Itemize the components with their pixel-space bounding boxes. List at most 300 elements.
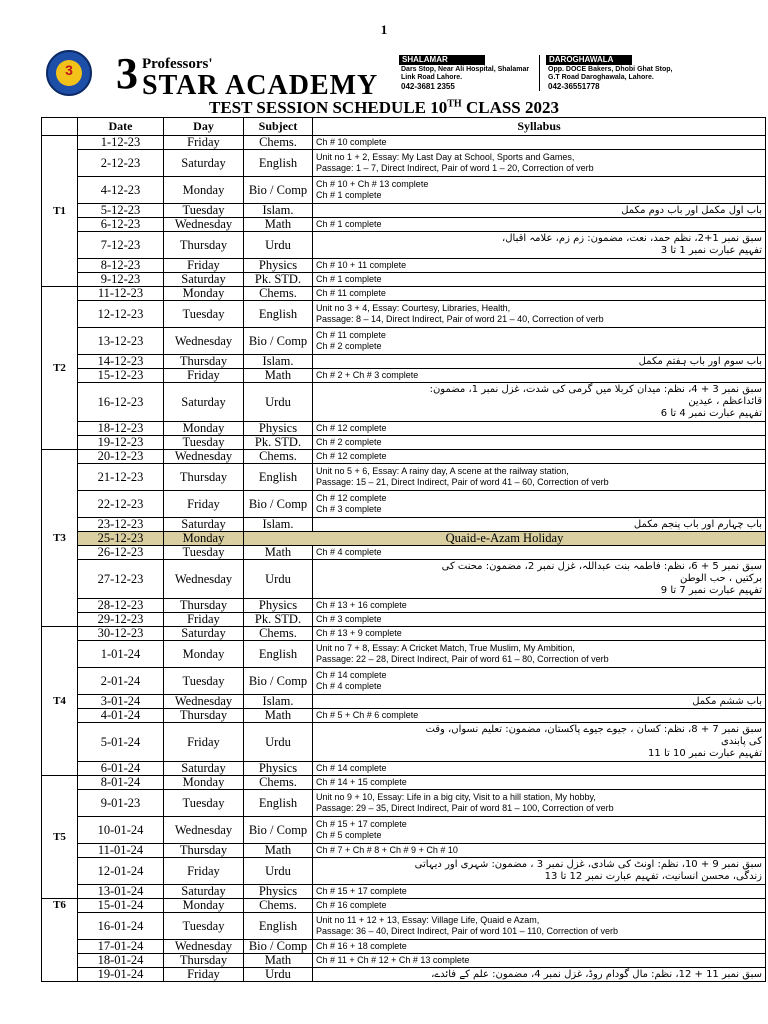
cell-day: Friday (164, 968, 244, 982)
table-row (42, 422, 766, 436)
cell-subject: Islam. (244, 695, 313, 709)
cell-subject: Bio / Comp (244, 668, 313, 695)
cell-syllabus (313, 790, 766, 817)
syllabus-line: Ch # 2 complete (316, 341, 382, 351)
syllabus-line: Unit no 9 + 10, Essay: Life in a big city, Visit to a hill station, My hobby, (316, 792, 596, 802)
cell-subject: Islam. (244, 355, 313, 369)
cell-syllabus (313, 668, 766, 695)
cell-day: Wednesday (164, 218, 244, 232)
cell-day: Saturday (164, 273, 244, 287)
cell-subject: Urdu (244, 723, 313, 762)
cell-subject: English (244, 301, 313, 328)
table-row (42, 259, 766, 273)
cell-syllabus (313, 328, 766, 355)
cell-syllabus (313, 560, 766, 599)
cell-date: 18-01-24 (78, 954, 164, 968)
cell-subject: Physics (244, 885, 313, 899)
header-day: Day (164, 118, 244, 136)
cell-day: Tuesday (164, 436, 244, 450)
cell-subject: Physics (244, 259, 313, 273)
cell-day: Saturday (164, 627, 244, 641)
syllabus-line: Ch # 3 complete (316, 614, 382, 624)
table-row (42, 518, 766, 532)
cell-day: Monday (164, 641, 244, 668)
cell-day: Saturday (164, 383, 244, 422)
table-row (42, 273, 766, 287)
cell-day: Wednesday (164, 817, 244, 844)
cell-day: Wednesday (164, 560, 244, 599)
table-row (42, 790, 766, 817)
cell-subject: Chems. (244, 136, 313, 150)
cell-day: Tuesday (164, 301, 244, 328)
cell-subject: Urdu (244, 858, 313, 885)
syllabus-line: Ch # 7 + Ch # 8 + Ch # 9 + Ch # 10 (316, 845, 458, 855)
syllabus-line: Ch # 11 + Ch # 12 + Ch # 13 complete (316, 955, 470, 965)
cell-subject: Bio / Comp (244, 177, 313, 204)
cell-date: 6-12-23 (78, 218, 164, 232)
cell-day: Thursday (164, 599, 244, 613)
table-row (42, 301, 766, 328)
cell-date: 17-01-24 (78, 940, 164, 954)
cell-syllabus (313, 599, 766, 613)
cell-day: Friday (164, 858, 244, 885)
cell-date: 21-12-23 (78, 464, 164, 491)
logo-label: 3 (65, 62, 73, 78)
cell-day: Wednesday (164, 940, 244, 954)
table-row (42, 613, 766, 627)
cell-date: 28-12-23 (78, 599, 164, 613)
syllabus-line: Unit no 1 + 2, Essay: My Last Day at School, Sports and Games, (316, 152, 575, 162)
syllabus-line: سبق نمبر 7 + 8، نظم: کسان ، جیوے جیوے پاکستان، مضمون: تعلیم نسواں، وقت (425, 724, 762, 735)
branch-address: Dars Stop, Near Ali Hospital, Shalamar Link Road Lahore. (401, 66, 530, 81)
cell-day: Friday (164, 259, 244, 273)
title-suffix: CLASS 2023 (461, 98, 560, 117)
cell-date: 15-12-23 (78, 369, 164, 383)
cell-date: 6-01-24 (78, 762, 164, 776)
cell-date: 3-01-24 (78, 695, 164, 709)
table-row (42, 204, 766, 218)
table-row (42, 913, 766, 940)
cell-date: 18-12-23 (78, 422, 164, 436)
cell-syllabus (313, 695, 766, 709)
cell-date: 8-01-24 (78, 776, 164, 790)
table-row (42, 177, 766, 204)
syllabus-line: Passage: 15 – 21, Direct Indirect, Pair of word 41 – 60, Correction of verb (316, 477, 609, 487)
cell-day: Thursday (164, 844, 244, 858)
cell-date: 30-12-23 (78, 627, 164, 641)
cell-day: Wednesday (164, 450, 244, 464)
syllabus-line: برکتیں ، حب الوطن (679, 573, 762, 584)
cell-day: Tuesday (164, 668, 244, 695)
cell-day: Monday (164, 776, 244, 790)
cell-syllabus (313, 369, 766, 383)
table-row (42, 369, 766, 383)
cell-syllabus (313, 355, 766, 369)
cell-syllabus (313, 940, 766, 954)
syllabus-line: Ch # 15 + 17 complete (316, 886, 407, 896)
branch-shalamar (399, 55, 540, 91)
table-row (42, 150, 766, 177)
cell-subject: Bio / Comp (244, 940, 313, 954)
cell-syllabus (313, 218, 766, 232)
cell-subject: Chems. (244, 776, 313, 790)
cell-syllabus (313, 709, 766, 723)
table-row (42, 899, 766, 913)
branch-phone: 042-3681 2355 (401, 82, 455, 91)
syllabus-line: زندگی، محسن انسانیت، تفہیم عبارت نمبر 12 تا 13 (544, 871, 762, 882)
cell-date: 13-12-23 (78, 328, 164, 355)
syllabus-line: Ch # 13 + 9 complete (316, 628, 402, 638)
cell-syllabus (313, 913, 766, 940)
table-row (42, 668, 766, 695)
cell-subject: Math (244, 546, 313, 560)
header-date: Date (78, 118, 164, 136)
syllabus-line: تفہیم عبارت نمبر 4 تا 6 (660, 408, 762, 419)
syllabus-line: Passage: 1 – 7, Direct Indirect, Pair of word 1 – 20, Correction of verb (316, 163, 594, 173)
cell-syllabus (313, 464, 766, 491)
cell-day: Thursday (164, 232, 244, 259)
cell-syllabus (313, 844, 766, 858)
syllabus-line: Ch # 2 + Ch # 3 complete (316, 370, 419, 380)
cell-syllabus (313, 383, 766, 422)
title-main: TEST SESSION SCHEDULE 10 (208, 98, 448, 117)
cell-syllabus (313, 491, 766, 518)
cell-subject: English (244, 913, 313, 940)
cell-syllabus (313, 150, 766, 177)
cell-date: 19-12-23 (78, 436, 164, 450)
table-row (42, 383, 766, 422)
syllabus-line: Ch # 10 complete (316, 137, 387, 147)
syllabus-line: Ch # 3 complete (316, 504, 382, 514)
syllabus-line: Ch # 14 complete (316, 670, 387, 680)
brand-top-text: Professors' (142, 56, 213, 72)
term-label: T5 (42, 776, 78, 899)
cell-subject: Physics (244, 422, 313, 436)
brand-name: STAR ACADEMY (142, 70, 379, 101)
cell-date: 20-12-23 (78, 450, 164, 464)
table-row (42, 560, 766, 599)
cell-date: 8-12-23 (78, 259, 164, 273)
cell-syllabus (313, 518, 766, 532)
branch-address: Opp. DOCE Bakers, Dhobi Ghat Stop, G.T Road Daroghawala, Lahore. (548, 66, 673, 81)
title-superscript: TH (447, 98, 462, 110)
cell-subject: Urdu (244, 383, 313, 422)
syllabus-line: کی پابندی (721, 736, 762, 747)
cell-syllabus (313, 232, 766, 259)
cell-subject: Chems. (244, 287, 313, 301)
syllabus-line: Ch # 11 complete (316, 330, 386, 340)
syllabus-line: باب چہارم اور باب پنجم مکمل (633, 518, 762, 530)
cell-subject: Chems. (244, 450, 313, 464)
table-row (42, 627, 766, 641)
cell-date: 12-01-24 (78, 858, 164, 885)
cell-date: 23-12-23 (78, 518, 164, 532)
cell-day: Monday (164, 177, 244, 204)
cell-syllabus (313, 450, 766, 464)
cell-date: 9-12-23 (78, 273, 164, 287)
table-row (42, 546, 766, 560)
table-row (42, 464, 766, 491)
syllabus-line: باب اول مکمل اور باب دوم مکمل (621, 204, 762, 216)
cell-subject: English (244, 790, 313, 817)
syllabus-line: Passage: 36 – 40, Direct Indirect, Pair of word 101 – 110, Correction of verb (316, 926, 618, 936)
cell-syllabus (313, 273, 766, 287)
syllabus-line: Passage: 29 – 35, Direct Indirect, Pair of word 81 – 100, Correction of verb (316, 803, 614, 813)
cell-date: 16-12-23 (78, 383, 164, 422)
syllabus-line: Ch # 4 complete (316, 681, 382, 691)
syllabus-line: سبق نمبر 9 + 10، نظم: اونٹ کی شادی، غزل نمبر 3 ، مضمون: شہری اور دیہاتی (414, 859, 762, 870)
table-row (42, 450, 766, 464)
cell-syllabus (313, 817, 766, 844)
table-row (42, 328, 766, 355)
academy-logo (46, 50, 92, 96)
cell-subject: English (244, 641, 313, 668)
syllabus-line: Ch # 14 complete (316, 763, 387, 773)
cell-syllabus (313, 641, 766, 668)
table-row (42, 599, 766, 613)
table-row (42, 940, 766, 954)
cell-date: 15-01-24 (78, 899, 164, 913)
cell-syllabus (313, 301, 766, 328)
cell-syllabus (313, 899, 766, 913)
syllabus-line: Unit no 5 + 6, Essay: A rainy day, A scene at the railway station, (316, 466, 569, 476)
syllabus-line: سبق نمبر 3 + 4، نظم: میدان کربلا میں گرمی کی شدت، غزل نمبر 1، مضمون: (429, 384, 762, 395)
cell-date: 12-12-23 (78, 301, 164, 328)
cell-date: 2-01-24 (78, 668, 164, 695)
cell-day: Wednesday (164, 695, 244, 709)
cell-syllabus (313, 287, 766, 301)
cell-date: 19-01-24 (78, 968, 164, 982)
brand-numeral: 3 (116, 49, 138, 98)
cell-holiday: Quaid-e-Azam Holiday (244, 532, 766, 546)
cell-subject: Bio / Comp (244, 491, 313, 518)
syllabus-line: باب ششم مکمل (692, 695, 762, 707)
cell-date: 16-01-24 (78, 913, 164, 940)
syllabus-line: Ch # 5 + Ch # 6 complete (316, 710, 419, 720)
cell-subject: Math (244, 218, 313, 232)
table-row (42, 232, 766, 259)
syllabus-line: Ch # 16 + 18 complete (316, 941, 407, 951)
header-subject: Subject (244, 118, 313, 136)
syllabus-line: Ch # 10 + 11 complete (316, 260, 407, 270)
table-row (42, 641, 766, 668)
cell-date: 4-01-24 (78, 709, 164, 723)
cell-date: 11-12-23 (78, 287, 164, 301)
cell-date: 2-12-23 (78, 150, 164, 177)
table-row (42, 355, 766, 369)
cell-day: Saturday (164, 762, 244, 776)
table-header-row (42, 118, 766, 136)
syllabus-line: Passage: 22 – 28, Direct Indirect, Pair of word 61 – 80, Correction of verb (316, 654, 609, 664)
cell-syllabus (313, 613, 766, 627)
syllabus-line: Ch # 16 complete (316, 900, 387, 910)
syllabus-line: Unit no 7 + 8, Essay: A Cricket Match, True Muslim, My Ambition, (316, 643, 575, 653)
table-row (42, 817, 766, 844)
header-term (42, 118, 78, 136)
cell-syllabus (313, 436, 766, 450)
syllabus-line: باب سوم اور باب ہفتم مکمل (638, 355, 762, 367)
cell-day: Thursday (164, 709, 244, 723)
syllabus-line: Ch # 5 complete (316, 830, 382, 840)
table-row (42, 218, 766, 232)
syllabus-line: سبق نمبر 1+2، نظم حمد، نعت، مضمون: زم زم، علامہ اقبال، (502, 233, 762, 244)
cell-day: Friday (164, 136, 244, 150)
cell-subject: Urdu (244, 560, 313, 599)
syllabus-line: Ch # 12 complete (316, 451, 387, 461)
syllabus-line: Ch # 4 complete (316, 547, 382, 557)
schedule-title (0, 98, 768, 118)
schedule-table (41, 117, 766, 982)
cell-subject: Pk. STD. (244, 273, 313, 287)
header-syllabus: Syllabus (313, 118, 766, 136)
cell-subject: Pk. STD. (244, 613, 313, 627)
syllabus-line: Ch # 1 complete (316, 219, 382, 229)
syllabus-line: Ch # 11 complete (316, 288, 386, 298)
syllabus-line: تفہیم عبارت نمبر 10 تا 11 (648, 748, 762, 759)
cell-syllabus (313, 776, 766, 790)
cell-date: 10-01-24 (78, 817, 164, 844)
cell-syllabus (313, 723, 766, 762)
cell-day: Tuesday (164, 790, 244, 817)
syllabus-line: Ch # 14 + 15 complete (316, 777, 407, 787)
table-row (42, 436, 766, 450)
table-row (42, 954, 766, 968)
cell-date: 14-12-23 (78, 355, 164, 369)
cell-date: 13-01-24 (78, 885, 164, 899)
table-row (42, 885, 766, 899)
table-row (42, 776, 766, 790)
syllabus-line: قائداعظم ، عیدین (688, 396, 762, 407)
syllabus-line: Ch # 2 complete (316, 437, 382, 447)
term-label: T3 (42, 450, 78, 627)
cell-date: 27-12-23 (78, 560, 164, 599)
cell-subject: English (244, 464, 313, 491)
cell-day: Saturday (164, 885, 244, 899)
holiday-row (42, 532, 766, 546)
cell-date: 11-01-24 (78, 844, 164, 858)
cell-day: Monday (164, 422, 244, 436)
cell-syllabus (313, 762, 766, 776)
cell-date: 4-12-23 (78, 177, 164, 204)
cell-subject: Bio / Comp (244, 328, 313, 355)
cell-subject: Bio / Comp (244, 817, 313, 844)
cell-subject: Physics (244, 762, 313, 776)
cell-syllabus (313, 885, 766, 899)
syllabus-line: Ch # 1 complete (316, 274, 382, 284)
syllabus-line: Ch # 1 complete (316, 190, 382, 200)
cell-day: Friday (164, 723, 244, 762)
cell-day: Tuesday (164, 913, 244, 940)
term-label: T6 (42, 899, 78, 982)
cell-subject: Islam. (244, 204, 313, 218)
table-row (42, 723, 766, 762)
table-row (42, 709, 766, 723)
cell-subject: Urdu (244, 968, 313, 982)
cell-day: Tuesday (164, 204, 244, 218)
cell-day: Thursday (164, 355, 244, 369)
table-row (42, 968, 766, 982)
syllabus-line: Ch # 12 complete (316, 493, 387, 503)
cell-syllabus (313, 546, 766, 560)
term-label: T1 (42, 136, 78, 287)
branch-daroghawala (546, 55, 686, 91)
cell-day: Thursday (164, 464, 244, 491)
cell-date: 26-12-23 (78, 546, 164, 560)
cell-subject: Math (244, 954, 313, 968)
cell-date: 9-01-23 (78, 790, 164, 817)
cell-date: 29-12-23 (78, 613, 164, 627)
cell-day: Saturday (164, 518, 244, 532)
syllabus-line: Unit no 3 + 4, Essay: Courtesy, Libraries, Health, (316, 303, 511, 313)
cell-subject: Pk. STD. (244, 436, 313, 450)
syllabus-line: Ch # 12 complete (316, 423, 387, 433)
cell-syllabus (313, 136, 766, 150)
table-row (42, 762, 766, 776)
syllabus-line: سبق نمبر 5 + 6، نظم: فاطمہ بنت عبداللہ، غزل نمبر 2، مضمون: محنت کی (441, 561, 762, 572)
cell-date: 22-12-23 (78, 491, 164, 518)
branch-name: SHALAMAR (399, 55, 485, 65)
cell-subject: Math (244, 369, 313, 383)
cell-syllabus (313, 858, 766, 885)
cell-syllabus (313, 968, 766, 982)
cell-day: Wednesday (164, 328, 244, 355)
term-label: T2 (42, 287, 78, 450)
cell-subject: Math (244, 709, 313, 723)
syllabus-line: Ch # 15 + 17 complete (316, 819, 407, 829)
cell-day: Friday (164, 613, 244, 627)
syllabus-line: تفہیم عبارت نمبر 1 تا 3 (660, 245, 762, 256)
term-label: T4 (42, 627, 78, 776)
cell-date: 25-12-23 (78, 532, 164, 546)
table-row (42, 136, 766, 150)
page-number: 1 (380, 22, 388, 37)
cell-date: 1-01-24 (78, 641, 164, 668)
cell-day: Friday (164, 491, 244, 518)
cell-day: Monday (164, 899, 244, 913)
cell-date: 1-12-23 (78, 136, 164, 150)
cell-syllabus (313, 627, 766, 641)
schedule-body (42, 136, 766, 982)
syllabus-line: تفہیم عبارت نمبر 7 تا 9 (660, 585, 762, 596)
branch-phone: 042-36551778 (548, 82, 600, 91)
table-row (42, 858, 766, 885)
syllabus-line: Ch # 13 + 16 complete (316, 600, 407, 610)
syllabus-line: Passage: 8 – 14, Direct Indirect, Pair of word 21 – 40, Correction of verb (316, 314, 604, 324)
table-row (42, 695, 766, 709)
cell-day: Friday (164, 369, 244, 383)
cell-syllabus (313, 259, 766, 273)
table-row (42, 491, 766, 518)
syllabus-line: سبق نمبر 11 + 12، نظم: مال گودام روڈ، غزل نمبر 4، مضمون: علم کے فائدے، (431, 968, 762, 980)
syllabus-line: Unit no 11 + 12 + 13, Essay: Village Life, Quaid e Azam, (316, 915, 540, 925)
cell-subject: Chems. (244, 899, 313, 913)
cell-subject: Urdu (244, 232, 313, 259)
cell-subject: Islam. (244, 518, 313, 532)
table-row (42, 844, 766, 858)
cell-syllabus (313, 422, 766, 436)
syllabus-line: Ch # 10 + Ch # 13 complete (316, 179, 429, 189)
cell-subject: Physics (244, 599, 313, 613)
cell-date: 5-12-23 (78, 204, 164, 218)
cell-subject: English (244, 150, 313, 177)
cell-subject: Math (244, 844, 313, 858)
cell-subject: Chems. (244, 627, 313, 641)
cell-day: Saturday (164, 150, 244, 177)
cell-date: 7-12-23 (78, 232, 164, 259)
cell-syllabus (313, 204, 766, 218)
cell-date: 5-01-24 (78, 723, 164, 762)
branch-name: DAROGHAWALA (546, 55, 632, 65)
